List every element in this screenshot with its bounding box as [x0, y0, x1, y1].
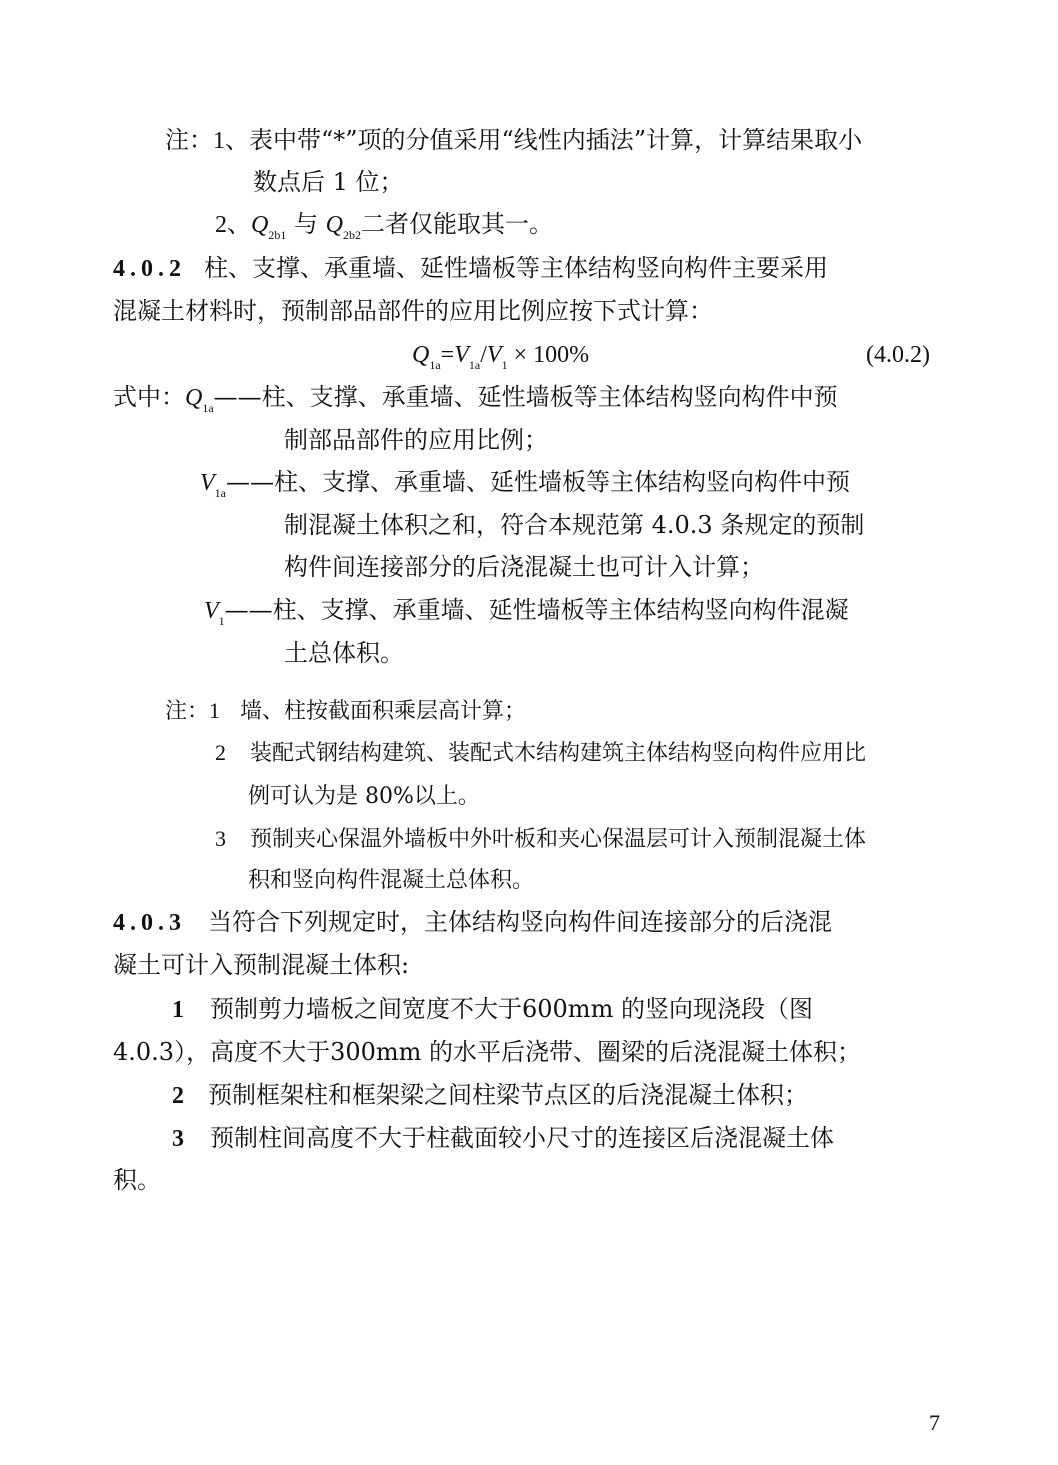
em-dash: ——	[213, 383, 262, 411]
formula-rest: × 100%	[507, 342, 590, 368]
q-symbol: Q	[325, 212, 343, 238]
note1-line2: 数点后 1 位；	[253, 168, 404, 196]
note1-item2-sep: 、	[227, 210, 251, 238]
where-v1-line2: 土总体积。	[284, 639, 404, 667]
where-v1a-line2: 制混凝土体积之和，符合本规范第 4.0.3 条规定的预制	[284, 511, 865, 539]
note2-n3-text: 预制夹心保温外墙板中外叶板和夹心保温层可计入预制混凝土体	[250, 827, 867, 852]
formula-slash: /	[480, 342, 487, 368]
item-number: 1	[172, 997, 184, 1023]
note1-item2-mid: 与	[293, 210, 318, 238]
note2-item3-line1	[215, 826, 866, 853]
em-dash: ——	[224, 596, 273, 624]
formula-q-sub: 1a	[429, 358, 441, 372]
q-symbol: Q	[251, 212, 269, 238]
item2-line1	[172, 1081, 808, 1111]
note2-item3-line2: 积和竖向构件混凝土总体积。	[248, 868, 535, 893]
item-number: 2	[172, 1083, 184, 1109]
note2-n3: 3	[215, 826, 226, 851]
formula-v1a: V	[454, 342, 469, 368]
note2-n2-text: 装配式钢结构建筑、装配式木结构建筑主体结构竖向构件应用比	[250, 741, 867, 766]
note2-n2: 2	[215, 740, 226, 765]
section-403-line2: 凝土可计入预制混凝土体积:	[113, 951, 410, 979]
where-v1a-line3: 构件间连接部分的后浇混凝土也可计入计算；	[284, 553, 764, 581]
v-subscript-1: 1	[218, 614, 225, 628]
section-403-line1	[113, 908, 832, 938]
formula-q: Q	[412, 342, 430, 368]
note2-item2-line1	[215, 740, 866, 767]
q1a-definition: 柱、支撑、承重墙、延性墙板等主体结构竖向构件中预	[261, 383, 838, 411]
q-subscript-1a: 1a	[202, 401, 214, 415]
formula	[412, 341, 589, 370]
formula-eq: =	[440, 342, 455, 368]
item-text: 预制柱间高度不大于柱截面较小尺寸的连接区后浇混凝土体	[210, 1124, 834, 1152]
note1-item2-end: 二者仅能取其一。	[360, 210, 553, 238]
note1-item2	[215, 210, 553, 240]
page-number: 7	[929, 1410, 940, 1435]
v1-definition: 柱、支撑、承重墙、延性墙板等主体结构竖向构件混凝	[272, 596, 849, 624]
em-dash: ——	[226, 468, 274, 496]
v-subscript-1a: 1a	[214, 486, 226, 500]
note1-item2-num: 2	[215, 212, 227, 238]
item-text: 预制框架柱和框架梁之间柱梁节点区的后浇混凝土体积；	[208, 1081, 808, 1109]
item3-line1	[172, 1124, 834, 1154]
note2-n1-text: 墙、柱按截面积乘层高计算；	[240, 699, 527, 724]
formula-v1a-sub: 1a	[468, 358, 481, 372]
section-number: 4.0.2	[113, 256, 186, 282]
section-number: 4.0.3	[113, 910, 186, 936]
q-subscript-2b1: 2b1	[268, 228, 287, 242]
section-text: 柱、支撑、承重墙、延性墙板等主体结构竖向构件主要采用	[204, 254, 828, 282]
v-symbol: V	[200, 470, 215, 496]
note2-item2-line2: 例可认为是 80%以上。	[248, 784, 480, 809]
where-q1a-line1	[113, 383, 838, 413]
item1-line1	[172, 995, 813, 1025]
section-402-line1	[113, 254, 828, 284]
note2-n1: 1	[209, 698, 221, 723]
q-subscript-2b2: 2b2	[342, 228, 361, 242]
item-number: 3	[172, 1126, 184, 1152]
formula-v1-sub: 1	[501, 358, 508, 372]
section-402-line2: 混凝土材料时，预制部品部件的应用比例应按下式计算：	[113, 297, 713, 325]
where-label: 式中：	[113, 383, 185, 411]
note2-label: 注：	[165, 699, 210, 724]
formula-v1: V	[486, 342, 502, 368]
v1a-definition: 柱、支撑、承重墙、延性墙板等主体结构竖向构件中预	[274, 468, 850, 496]
item-text: 预制剪力墙板之间宽度不大于600mm 的竖向现浇段（图	[210, 995, 813, 1023]
item1-line2: 4.0.3），高度不大于300mm 的水平后浇带、圈梁的后浇混凝土体积；	[113, 1038, 862, 1066]
where-v1-line1	[204, 596, 849, 626]
item3-line2: 积。	[113, 1166, 161, 1194]
note2-item1	[165, 698, 526, 725]
equation-number: (4.0.2)	[866, 342, 930, 368]
note1-item1-text: 、表中带“*”项的分值采用“线性内插法”计算，计算结果取小	[225, 126, 863, 154]
q-symbol: Q	[185, 385, 203, 411]
where-v1a-line1	[200, 468, 850, 498]
note1-item1-num: 1	[213, 128, 225, 154]
note1-label: 注：	[165, 126, 213, 154]
note1-line1	[165, 126, 862, 156]
v-symbol: V	[204, 598, 219, 624]
section-text: 当符合下列规定时，主体结构竖向构件间连接部分的后浇混	[208, 908, 832, 936]
where-q1a-line2: 制部品部件的应用比例；	[284, 426, 548, 454]
